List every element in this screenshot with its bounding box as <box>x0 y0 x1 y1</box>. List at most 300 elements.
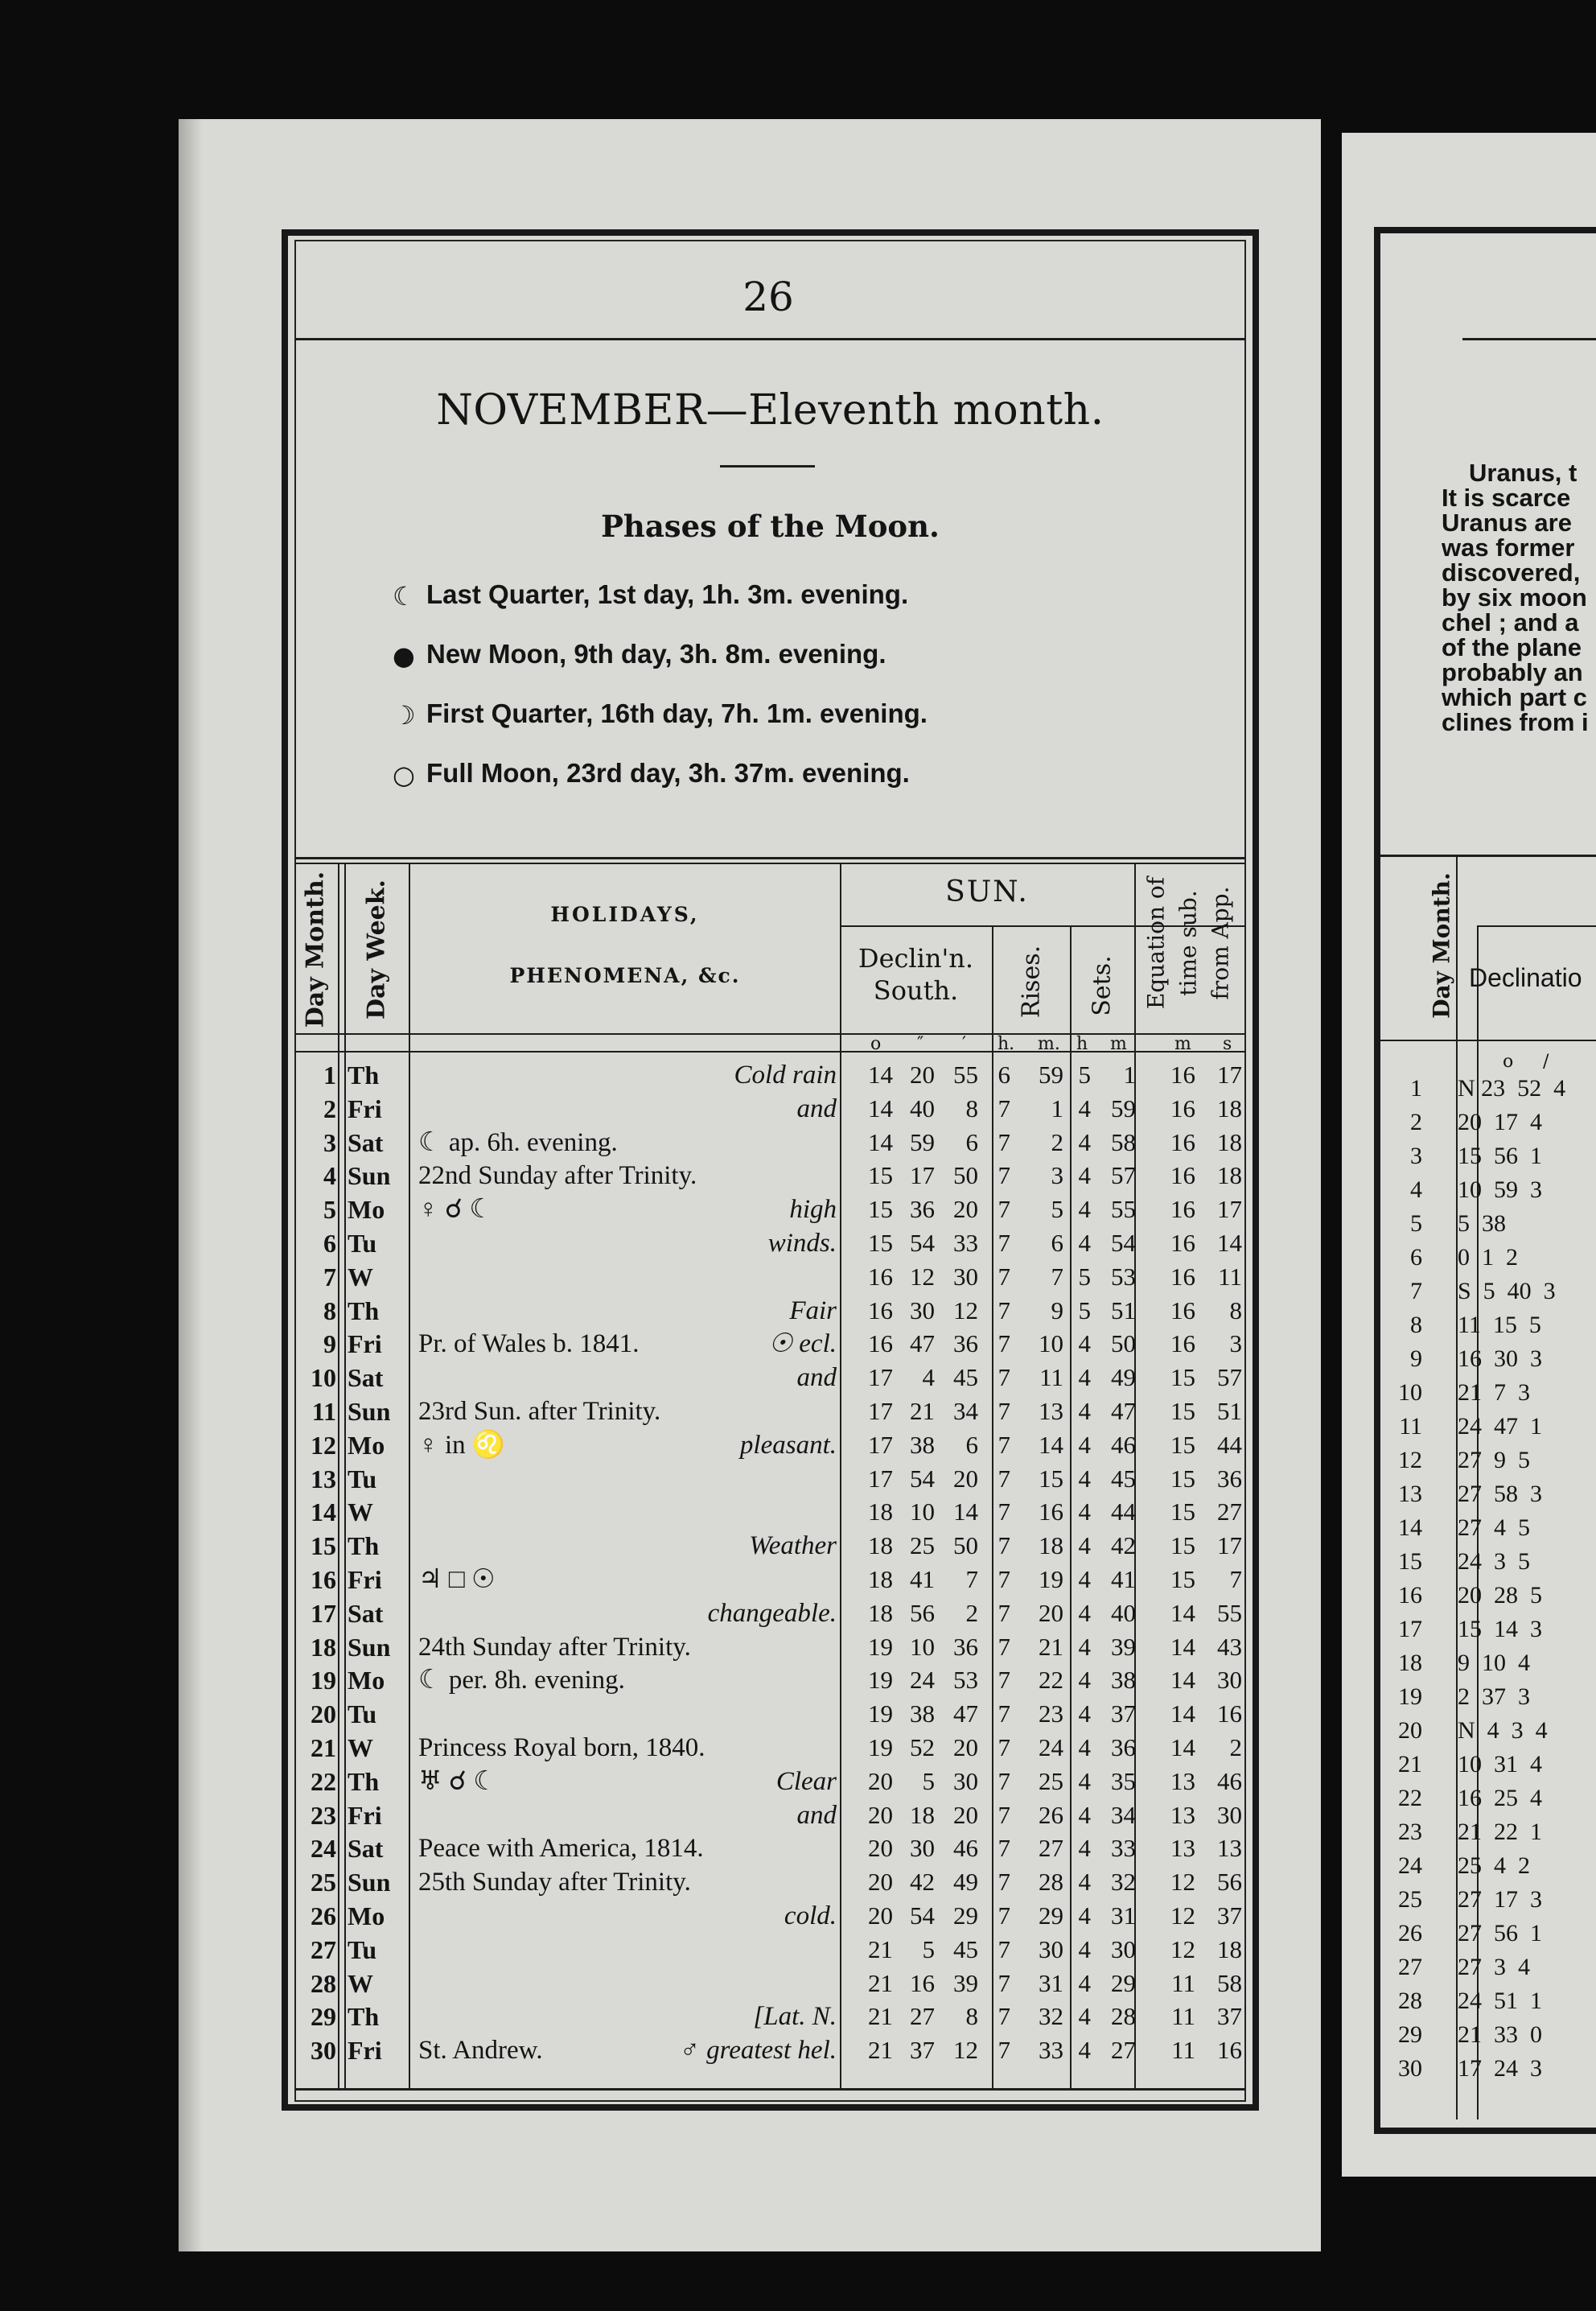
weather-note: changeable. <box>707 1598 837 1628</box>
declination-minutes: 5 <box>922 1766 935 1795</box>
unit-rises-hours: h. <box>998 1034 1015 1054</box>
last-quarter-moon-icon: ☾ <box>393 581 416 612</box>
day-of-week: Mo <box>348 1901 385 1930</box>
right-day-of-month: 23 <box>1398 1819 1422 1845</box>
sets-hours: 4 <box>1078 1699 1091 1728</box>
equation-seconds: 58 <box>1217 1968 1242 1997</box>
unit-equation-minutes: m <box>1174 1034 1191 1054</box>
day-of-month: 18 <box>311 1632 336 1662</box>
declination-degrees: 16 <box>868 1262 893 1291</box>
day-of-month: 19 <box>311 1666 336 1695</box>
rises-minutes: 25 <box>1039 1766 1063 1795</box>
rises-minutes: 6 <box>1051 1229 1063 1257</box>
declination-seconds: 20 <box>953 1464 978 1493</box>
declination-seconds: 6 <box>965 1127 978 1156</box>
declination-seconds: 50 <box>953 1161 978 1190</box>
event-text: 24th Sunday after Trinity. <box>418 1632 691 1662</box>
right-day-of-month: 15 <box>1398 1548 1422 1575</box>
equation-seconds: 30 <box>1217 1666 1242 1695</box>
rises-minutes: 32 <box>1039 2002 1063 2031</box>
declination-degrees: 17 <box>868 1430 893 1459</box>
equation-minutes: 14 <box>1170 1598 1195 1627</box>
equation-minutes: 15 <box>1170 1565 1195 1593</box>
header-equation-line2: time sub. <box>1174 890 1202 996</box>
declination-degrees: 18 <box>868 1497 893 1526</box>
unit-sets-hours: h <box>1076 1034 1088 1054</box>
day-of-month: 9 <box>323 1329 336 1359</box>
declination-minutes: 52 <box>910 1733 935 1761</box>
day-of-month: 2 <box>323 1094 336 1123</box>
right-declination-value: 20 28 5 <box>1458 1582 1542 1609</box>
equation-minutes: 16 <box>1170 1296 1195 1324</box>
declination-minutes: 17 <box>910 1161 935 1190</box>
right-declination-value: 10 31 4 <box>1458 1751 1542 1778</box>
day-of-week: W <box>348 1497 373 1527</box>
rises-minutes: 9 <box>1051 1296 1063 1324</box>
declination-minutes: 4 <box>922 1363 935 1392</box>
weather-note: Fair <box>789 1296 837 1325</box>
declination-seconds: 6 <box>965 1430 978 1459</box>
rises-minutes: 31 <box>1039 1968 1063 1997</box>
sets-minutes: 49 <box>1111 1363 1136 1392</box>
declination-seconds: 39 <box>953 1968 978 1997</box>
right-day-of-month: 10 <box>1398 1379 1422 1406</box>
event-text: ☾ per. 8h. evening. <box>418 1666 625 1695</box>
day-of-week: Tu <box>348 1934 377 1964</box>
sets-hours: 4 <box>1078 1497 1091 1526</box>
header-equation-line1: Equation of <box>1142 876 1170 1010</box>
day-of-week: Th <box>348 1531 380 1561</box>
sets-minutes: 30 <box>1111 1934 1136 1963</box>
rises-hours: 7 <box>998 1733 1010 1761</box>
declination-minutes: 20 <box>910 1061 935 1089</box>
equation-minutes: 12 <box>1170 1934 1195 1963</box>
day-of-month: 24 <box>311 1834 336 1864</box>
day-of-month: 16 <box>311 1565 336 1594</box>
phase-text: First Quarter, 16th day, 7h. 1m. evening. <box>426 698 928 728</box>
sets-minutes: 55 <box>1111 1195 1136 1224</box>
declination-minutes: 38 <box>910 1699 935 1728</box>
event-text: Princess Royal born, 1840. <box>418 1733 705 1762</box>
right-header-rule <box>1462 338 1596 340</box>
declination-seconds: 20 <box>953 1800 978 1829</box>
right-day-of-month: 12 <box>1398 1447 1422 1473</box>
rises-hours: 7 <box>998 1430 1010 1459</box>
equation-minutes: 15 <box>1170 1464 1195 1493</box>
weather-note: and <box>796 1363 837 1393</box>
right-header-day-month: Day Month. <box>1428 872 1455 1019</box>
weather-note: [Lat. N. <box>753 2002 837 2032</box>
declination-degrees: 20 <box>868 1868 893 1897</box>
declination-minutes: 54 <box>910 1229 935 1257</box>
right-day-of-month: 19 <box>1398 1683 1422 1710</box>
rises-minutes: 59 <box>1039 1061 1063 1089</box>
day-of-month: 10 <box>311 1363 336 1393</box>
equation-minutes: 11 <box>1171 2002 1195 2031</box>
weather-note: cold. <box>784 1901 837 1930</box>
rises-minutes: 5 <box>1051 1195 1063 1224</box>
right-declination-value: 17 24 3 <box>1458 2055 1542 2082</box>
equation-minutes: 12 <box>1170 1901 1195 1930</box>
sets-minutes: 28 <box>1111 2002 1136 2031</box>
declination-seconds: 53 <box>953 1666 978 1695</box>
declination-minutes: 37 <box>910 2036 935 2065</box>
event-text: St. Andrew. <box>418 2036 543 2066</box>
equation-seconds: 18 <box>1217 1094 1242 1123</box>
right-text-line: which part c <box>1442 683 1587 711</box>
sets-hours: 4 <box>1078 1733 1091 1761</box>
sets-hours: 4 <box>1078 1968 1091 1997</box>
sets-hours: 4 <box>1078 2002 1091 2031</box>
declination-degrees: 15 <box>868 1161 893 1190</box>
sets-minutes: 44 <box>1111 1497 1136 1526</box>
equation-minutes: 15 <box>1170 1430 1195 1459</box>
day-of-week: Sun <box>348 1632 391 1662</box>
rises-minutes: 18 <box>1039 1531 1063 1560</box>
declination-minutes: 54 <box>910 1464 935 1493</box>
header-sets: Sets. <box>1088 955 1117 1016</box>
sets-hours: 4 <box>1078 1632 1091 1661</box>
equation-minutes: 13 <box>1170 1766 1195 1795</box>
right-day-of-month: 6 <box>1410 1244 1422 1271</box>
day-of-month: 11 <box>311 1397 336 1426</box>
rises-hours: 6 <box>998 1061 1010 1089</box>
event-text: ♀ in ♌ <box>418 1430 506 1460</box>
day-of-week: W <box>348 1968 373 1998</box>
equation-seconds: 17 <box>1217 1531 1242 1560</box>
day-of-month: 28 <box>311 1968 336 1998</box>
sets-minutes: 39 <box>1111 1632 1136 1661</box>
day-of-month: 13 <box>311 1464 336 1493</box>
weather-note: ☉ ecl. <box>768 1329 837 1359</box>
sets-minutes: 34 <box>1111 1800 1136 1829</box>
rises-minutes: 28 <box>1039 1868 1063 1897</box>
event-text: ♃ □ ☉ <box>418 1565 496 1594</box>
day-of-month: 30 <box>311 2036 336 2066</box>
sets-minutes: 38 <box>1111 1666 1136 1695</box>
rises-minutes: 29 <box>1039 1901 1063 1930</box>
table-bottom-rule <box>294 2088 1246 2091</box>
rises-minutes: 27 <box>1039 1834 1063 1863</box>
right-text-line: was former <box>1442 533 1575 562</box>
sets-hours: 4 <box>1078 1766 1091 1795</box>
page-gutter-shadow <box>179 119 203 2251</box>
equation-minutes: 13 <box>1170 1800 1195 1829</box>
right-header-bottom-rule <box>1380 1040 1596 1041</box>
declination-minutes: 47 <box>910 1329 935 1358</box>
equation-minutes: 15 <box>1170 1497 1195 1526</box>
equation-minutes: 12 <box>1170 1868 1195 1897</box>
equation-seconds: 46 <box>1217 1766 1242 1795</box>
unit-minutes: ″ <box>917 1034 924 1054</box>
sets-minutes: 47 <box>1111 1397 1136 1425</box>
declination-minutes: 36 <box>910 1195 935 1224</box>
rises-minutes: 22 <box>1039 1666 1063 1695</box>
event-text: 25th Sunday after Trinity. <box>418 1868 691 1897</box>
event-text: Pr. of Wales b. 1841. <box>418 1329 640 1359</box>
declination-degrees: 20 <box>868 1901 893 1930</box>
right-day-of-month: 21 <box>1398 1751 1422 1778</box>
declination-minutes: 5 <box>922 1934 935 1963</box>
sets-minutes: 31 <box>1111 1901 1136 1930</box>
sets-minutes: 35 <box>1111 1766 1136 1795</box>
sets-minutes: 33 <box>1111 1834 1136 1863</box>
right-day-of-month: 18 <box>1398 1650 1422 1676</box>
sets-minutes: 46 <box>1111 1430 1136 1459</box>
equation-minutes: 13 <box>1170 1834 1195 1863</box>
declination-minutes: 38 <box>910 1430 935 1459</box>
page-number: 26 <box>742 274 794 320</box>
header-declination-south: South. <box>873 975 959 1006</box>
declination-degrees: 16 <box>868 1329 893 1358</box>
declination-degrees: 20 <box>868 1800 893 1829</box>
equation-minutes: 16 <box>1170 1195 1195 1224</box>
equation-seconds: 16 <box>1217 2036 1242 2065</box>
phase-text: Last Quarter, 1st day, 1h. 3m. evening. <box>426 579 909 609</box>
phase-text: Full Moon, 23rd day, 3h. 37m. evening. <box>426 758 910 788</box>
phase-item <box>393 698 928 731</box>
rises-hours: 7 <box>998 1497 1010 1526</box>
header-rises: Rises. <box>1017 945 1046 1019</box>
sets-hours: 5 <box>1078 1296 1091 1324</box>
day-of-week: Tu <box>348 1464 377 1493</box>
weather-note: pleasant. <box>739 1430 837 1460</box>
declination-minutes: 56 <box>910 1598 935 1627</box>
right-day-of-month: 20 <box>1398 1717 1422 1744</box>
rises-hours: 7 <box>998 2002 1010 2031</box>
rises-hours: 7 <box>998 1565 1010 1593</box>
declination-degrees: 19 <box>868 1699 893 1728</box>
right-declination-value: 11 15 5 <box>1458 1312 1541 1338</box>
sets-hours: 4 <box>1078 1531 1091 1560</box>
right-day-of-month: 30 <box>1398 2055 1422 2082</box>
unit-equation-seconds: s <box>1223 1034 1232 1054</box>
day-of-month: 23 <box>311 1800 336 1830</box>
rises-hours: 7 <box>998 1901 1010 1930</box>
right-text-line: Uranus are <box>1442 509 1572 537</box>
equation-seconds: 18 <box>1217 1161 1242 1190</box>
weather-note: and <box>796 1800 837 1830</box>
right-text-line: of the plane <box>1442 633 1582 661</box>
declination-degrees: 17 <box>868 1363 893 1392</box>
equation-minutes: 14 <box>1170 1632 1195 1661</box>
right-day-of-month: 7 <box>1410 1278 1422 1304</box>
declination-degrees: 20 <box>868 1766 893 1795</box>
sets-hours: 4 <box>1078 1834 1091 1863</box>
header-bottom-rule <box>294 1033 1246 1035</box>
right-declination-value: 16 25 4 <box>1458 1785 1542 1811</box>
sets-hours: 4 <box>1078 1868 1091 1897</box>
equation-minutes: 15 <box>1170 1363 1195 1392</box>
declination-seconds: 30 <box>953 1262 978 1291</box>
declination-degrees: 21 <box>868 1934 893 1963</box>
event-text: ♅ ☌ ☾ <box>418 1766 497 1796</box>
declination-seconds: 2 <box>965 1598 978 1627</box>
day-of-week: Sat <box>348 1834 384 1864</box>
day-of-week: Mo <box>348 1195 385 1225</box>
col-divider <box>344 863 346 2090</box>
rises-hours: 7 <box>998 1397 1010 1425</box>
units-bottom-rule <box>294 1051 1246 1053</box>
declination-degrees: 18 <box>868 1565 893 1593</box>
declination-minutes: 30 <box>910 1834 935 1863</box>
unit-rises-minutes: m. <box>1038 1034 1060 1054</box>
day-of-month: 7 <box>323 1262 336 1291</box>
declination-degrees: 21 <box>868 2002 893 2031</box>
declination-seconds: 45 <box>953 1363 978 1392</box>
right-text-line: Uranus, t <box>1469 459 1577 487</box>
right-declination-value: 0 1 2 <box>1458 1244 1518 1271</box>
rises-hours: 7 <box>998 1666 1010 1695</box>
declination-degrees: 17 <box>868 1464 893 1493</box>
day-of-month: 6 <box>323 1229 336 1258</box>
sets-hours: 4 <box>1078 1127 1091 1156</box>
day-of-week: Sat <box>348 1598 384 1628</box>
sets-hours: 4 <box>1078 1666 1091 1695</box>
title-underline <box>720 465 815 468</box>
rises-hours: 7 <box>998 1094 1010 1123</box>
right-unit-degrees: o <box>1503 1052 1514 1072</box>
right-day-of-month: 5 <box>1410 1210 1422 1237</box>
equation-seconds: 30 <box>1217 1800 1242 1829</box>
sets-hours: 4 <box>1078 1195 1091 1224</box>
sets-hours: 4 <box>1078 1229 1091 1257</box>
right-day-of-month: 28 <box>1398 1988 1422 2014</box>
rises-hours: 7 <box>998 1968 1010 1997</box>
rises-hours: 7 <box>998 1329 1010 1358</box>
sets-minutes: 36 <box>1111 1733 1136 1761</box>
declination-seconds: 47 <box>953 1699 978 1728</box>
weather-note: Cold rain <box>734 1061 837 1090</box>
sets-minutes: 29 <box>1111 1968 1136 1997</box>
day-of-week: Sat <box>348 1363 384 1393</box>
declination-seconds: 33 <box>953 1229 978 1257</box>
day-of-month: 26 <box>311 1901 336 1930</box>
equation-seconds: 16 <box>1217 1699 1242 1728</box>
header-rule <box>294 338 1246 340</box>
sets-hours: 4 <box>1078 2036 1091 2065</box>
equation-minutes: 16 <box>1170 1329 1195 1358</box>
declination-seconds: 20 <box>953 1195 978 1224</box>
declination-degrees: 18 <box>868 1598 893 1627</box>
equation-seconds: 8 <box>1229 1296 1242 1324</box>
day-of-month: 3 <box>323 1127 336 1157</box>
equation-minutes: 15 <box>1170 1397 1195 1425</box>
rises-hours: 7 <box>998 1699 1010 1728</box>
rises-minutes: 19 <box>1039 1565 1063 1593</box>
declination-seconds: 30 <box>953 1766 978 1795</box>
rises-hours: 7 <box>998 1161 1010 1190</box>
equation-seconds: 37 <box>1217 1901 1242 1930</box>
event-text: 22nd Sunday after Trinity. <box>418 1161 697 1191</box>
equation-seconds: 2 <box>1229 1733 1242 1761</box>
declination-degrees: 15 <box>868 1195 893 1224</box>
equation-seconds: 51 <box>1217 1397 1242 1425</box>
right-declination-value: 21 33 0 <box>1458 2021 1542 2048</box>
rises-hours: 7 <box>998 1868 1010 1897</box>
right-text-line: discovered, <box>1442 558 1581 587</box>
rises-minutes: 15 <box>1039 1464 1063 1493</box>
sets-hours: 4 <box>1078 1598 1091 1627</box>
sets-minutes: 53 <box>1111 1262 1136 1291</box>
day-of-week: Th <box>348 1296 380 1325</box>
equation-minutes: 11 <box>1171 2036 1195 2065</box>
full-moon-icon: ○ <box>393 760 415 790</box>
declination-degrees: 20 <box>868 1834 893 1863</box>
sets-minutes: 50 <box>1111 1329 1136 1358</box>
right-declination-value: 10 59 3 <box>1458 1176 1542 1203</box>
right-day-of-month: 13 <box>1398 1481 1422 1507</box>
rises-minutes: 10 <box>1039 1329 1063 1358</box>
weather-note: high <box>789 1195 837 1225</box>
rises-hours: 7 <box>998 1598 1010 1627</box>
event-text: ☾ ap. 6h. evening. <box>418 1127 618 1157</box>
declination-minutes: 41 <box>910 1565 935 1593</box>
day-of-month: 5 <box>323 1195 336 1225</box>
declination-degrees: 19 <box>868 1666 893 1695</box>
rises-minutes: 13 <box>1039 1397 1063 1425</box>
declination-minutes: 18 <box>910 1800 935 1829</box>
right-day-of-month: 4 <box>1410 1176 1422 1203</box>
sets-hours: 4 <box>1078 1363 1091 1392</box>
right-declination-value: 24 51 1 <box>1458 1988 1542 2014</box>
day-of-month: 22 <box>311 1766 336 1796</box>
sets-minutes: 40 <box>1111 1598 1136 1627</box>
declination-degrees: 14 <box>868 1094 893 1123</box>
declination-minutes: 25 <box>910 1531 935 1560</box>
unit-sets-minutes: m <box>1110 1034 1127 1054</box>
day-of-week: Fri <box>348 2036 382 2066</box>
declination-degrees: 19 <box>868 1733 893 1761</box>
day-of-week: Sun <box>348 1397 391 1426</box>
sets-hours: 4 <box>1078 1094 1091 1123</box>
unit-degrees: o <box>870 1034 882 1054</box>
day-of-month: 25 <box>311 1868 336 1897</box>
day-of-month: 21 <box>311 1733 336 1762</box>
equation-minutes: 16 <box>1170 1229 1195 1257</box>
declination-minutes: 24 <box>910 1666 935 1695</box>
right-declination-value: 15 56 1 <box>1458 1143 1542 1169</box>
rises-minutes: 14 <box>1039 1430 1063 1459</box>
right-text-line: It is scarce <box>1442 484 1571 512</box>
equation-seconds: 13 <box>1217 1834 1242 1863</box>
right-declination-value: 27 9 5 <box>1458 1447 1530 1473</box>
rises-hours: 7 <box>998 1766 1010 1795</box>
right-header-declination: Declinatio <box>1469 963 1582 992</box>
new-moon-icon: ● <box>393 641 415 671</box>
table-top-rule <box>294 857 1246 859</box>
rises-hours: 7 <box>998 1531 1010 1560</box>
declination-seconds: 12 <box>953 2036 978 2065</box>
sets-hours: 4 <box>1078 1430 1091 1459</box>
equation-seconds: 14 <box>1217 1229 1242 1257</box>
rises-minutes: 23 <box>1039 1699 1063 1728</box>
declination-seconds: 46 <box>953 1834 978 1863</box>
right-text-line: by six moon <box>1442 583 1587 612</box>
phase-item <box>393 579 909 612</box>
rises-minutes: 33 <box>1039 2036 1063 2065</box>
right-day-of-month: 8 <box>1410 1312 1422 1338</box>
declination-minutes: 30 <box>910 1296 935 1324</box>
declination-seconds: 8 <box>965 1094 978 1123</box>
first-quarter-moon-icon: ☽ <box>393 700 416 731</box>
right-declination-value: 27 58 3 <box>1458 1481 1542 1507</box>
rises-hours: 7 <box>998 1464 1010 1493</box>
weather-note: and <box>796 1094 837 1123</box>
sets-minutes: 45 <box>1111 1464 1136 1493</box>
weather-note: Weather <box>749 1531 837 1561</box>
rises-minutes: 16 <box>1039 1497 1063 1526</box>
